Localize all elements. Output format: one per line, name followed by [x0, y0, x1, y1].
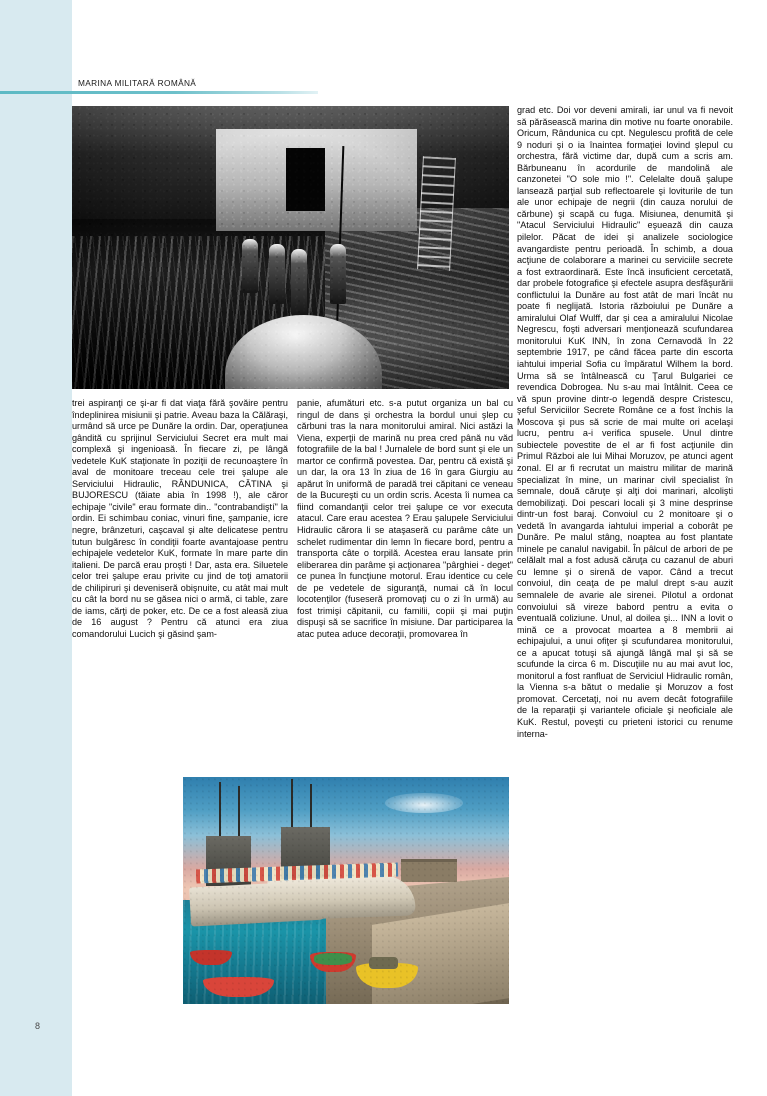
header-rule [0, 91, 318, 94]
body-column-3 [517, 105, 733, 740]
photo-warships-color [183, 777, 509, 1004]
body-text: trei aspiranţi ce şi-ar fi dat viaţa fără şovăire pentru îndeplinirea misiunii şi patrie. Aveau baza la Călăraşi, urmând să urce pe Dunăre la ordin. Dar, operaţiunea gândită cu sprijinul Serviciului Secret era mult mai complexă şi ingenioasă. În fiecare zi, pe lângă vedetele KuK staţionate în poziţii de recunoaştere în aval de monitoare treceau cele trei şalupe ale Serviciului Hidraulic, RÂNDUNICA, CĂTINA şi BUJORESCU (tăiate abia în 1998 !), ale căror echipaje "civile" erau formate din.. "contrabandiştí" la ordin. Ei schimbau coniac, vinuri fine, şampanie, icre negre, brânzeturi, caşcaval şi alte delicatese pentru tutun bulgăresc în condiţii foarte avantajoase pentru echipajele vedetelor KuK, formate în mare parte din italieni. De parcă erau proşti ! Dar, asta era. Siluetele celor trei şalupe erau privite cu jind de toţi amatorii de chilipiruri şi deveniseră obişnuite, cu atât mai mult cu cât la bord nu se găsea nici o armă, ci table, zare de iams, cărţi de poker, etc. De ce a fost aleasă ziua de 16 august ? Pentru că atunci era ziua comandorului Lucich şi găsind şam- [72, 398, 288, 639]
body-text: panie, afumături etc. s-a putut organiza un bal cu ringul de dans şi orchestra la bordul unui şlep cu cărbuni tras la nara monitorului amiral. Nici astăzi la Viena, experţii de marină nu prea cred până nu văd fotografiile de la bal ! Jurnalele de bord sunt şi ele un martor ce confirmă povestea. Dar, pentru că există şi un dar, la ora 13 în ziua de 16 în gara Giurgiu au apărut în uniformă de paradă trei căpitani ce veneau de la Bucureşti cu un ordin scris. Acesta îi numea ca fiind comandanţii celor trei şalupe ce vor executa atacul. Care erau acestea ? Erau şalupele Serviciului Hidraulic cărora li se ataşaseră cu parâme câte un schelet rudimentar din lemn în fiecare bord, pentru a transporta câte o torpilă. Acestea erau lansate prin eliberarea din parâme şi acţionarea "pârghiei - deget" ce punea în funcţiune motorul. Erau identice cu cele de pe vedetele de siguranţă, numai că în locul locotenţilor (fuseseră promovaţi cu o zi în urmă) au fost trimişi căpitanii, cu familii, copii şi mai puţin dispuşi să se sacrifice în misiune. Dar participarea la atac putea aduce decoraţii, promovarea în [297, 398, 513, 639]
decorative-side-band [0, 0, 72, 1096]
body-column-1 [72, 398, 288, 640]
running-head: MARINA MILITARĂ ROMÂNĂ [78, 78, 197, 88]
photo-vignette-overlay [72, 106, 509, 389]
photo-salvage-bw [72, 106, 509, 389]
photo-grain-overlay [183, 777, 509, 1004]
page-number: 8 [35, 1021, 41, 1031]
body-column-2 [297, 398, 513, 640]
photo-salvage-bw-content [72, 106, 509, 389]
body-text: grad etc. Doi vor deveni amirali, iar unul va fi nevoit să părăsească marina din motive nu foarte onorabile. Oricum, Rândunica cu cpt. Negulescu profită de cele 9 noduri şi o ia înaintea formaţiei lovind şlepul cu orchestra, fără victime dar, după cum a scris am. Bărbuneanu în acordurile de mandolină ale canzonetei "O sole mio !". Celelalte două şalupe lansează parţial sub reflectoarele şi loviturile de tun ale unor echipaje de negrii (din cauza norului de cărbune) şi scapă cu fuga. Misiunea, denumită şi "Atacul Serviciului Hidraulic" eşuează din cauza pilelor. Păcat de idei şi analizele sociologice avangardiste pentru perioadă. În schimb, a doua acţiune de colaborare a marinei cu serviciile secrete a fost extraordinară. Este încă insuficient cercetată, dar probele fotografice şi efectele asupra desfăşurării conflictului la Dunăre au fost atât de mari încât nu poate fi neglijată. Istoria războiului pe Dunăre a amiralului Olaf Wulff, dar şi cea a amiralului Nicolae Negrescu, foşti adversari menţionează scufundarea monitorului KuK INN, în zona Cernavodă în 22 septembrie 1917, pe când făcea parte din escorta iahtului imperial Sofia cu împăratul Wilhem la bord. Urma să se întâlnească cu Ţarul Bulgariei ce revendica Dobrogea. Nu s-au mai întâlnit. Ceea ce vă spun provine dintr-o legendă despre Cristescu, şeful Serviciilor Secrete Române ce a fost închis la Moscova şi pus să scrie de mai multe ori acelaşi lucru, pentru a-i verifica spusele. Unul dintre subiectele povestite de el ar fi fost acţiunile din Primul Război ale lui Mihai Moruzov, pe atunci agent zonal. El ar fi recrutat un maistru militar de marină specializat în mine, un marinar civil specialist în semnale, două căruţe şi alţi doi marinari, alcolişti demobilizaţi. Doi pescari locali şi 3 mine desprinse dintr-un fost baraj. Convoiul cu 2 monitoare şi o vedetă în avangarda iahtului imperial a coborât pe Dunăre. Pe malul stâng, noaptea au fost plantate minele pe canalul navigabil. În pâlcul de arbori de pe celălalt mal a fost adusă căruţa cu cazanul de aburi cu lemne şi o sirenă de vapor. Când a trecut convoiul, din ceaţa de pe malul drept s-au auzit semnalele de avarie ale sirenei. Pilotul a ordonat convoiului să vireze babord pentru a evita o eventuală coliziune. Unul, al doilea şi... INN a lovit o mină ce a provocat moartea a 8 membrii ai echipajului, a unui ofiţer şi scufundarea monitorului, ce a apucat totuşi să ajungă lângă mal şi să se scufunde la circa 6 m. Discuţiile nu au mai avut loc, monitorul a fost ranfluat de Serviciul Hidraulic român, la Vienna s-a bătut o medalie şi Moruzov a fost promovat. Cercetaţi, noi nu avem decât fotografiile de la reparaţii şi variantele oficiale şi neoficiale ale KuK. Restul, poveşti cu prieteni istorici cu renume interna- [517, 105, 733, 739]
